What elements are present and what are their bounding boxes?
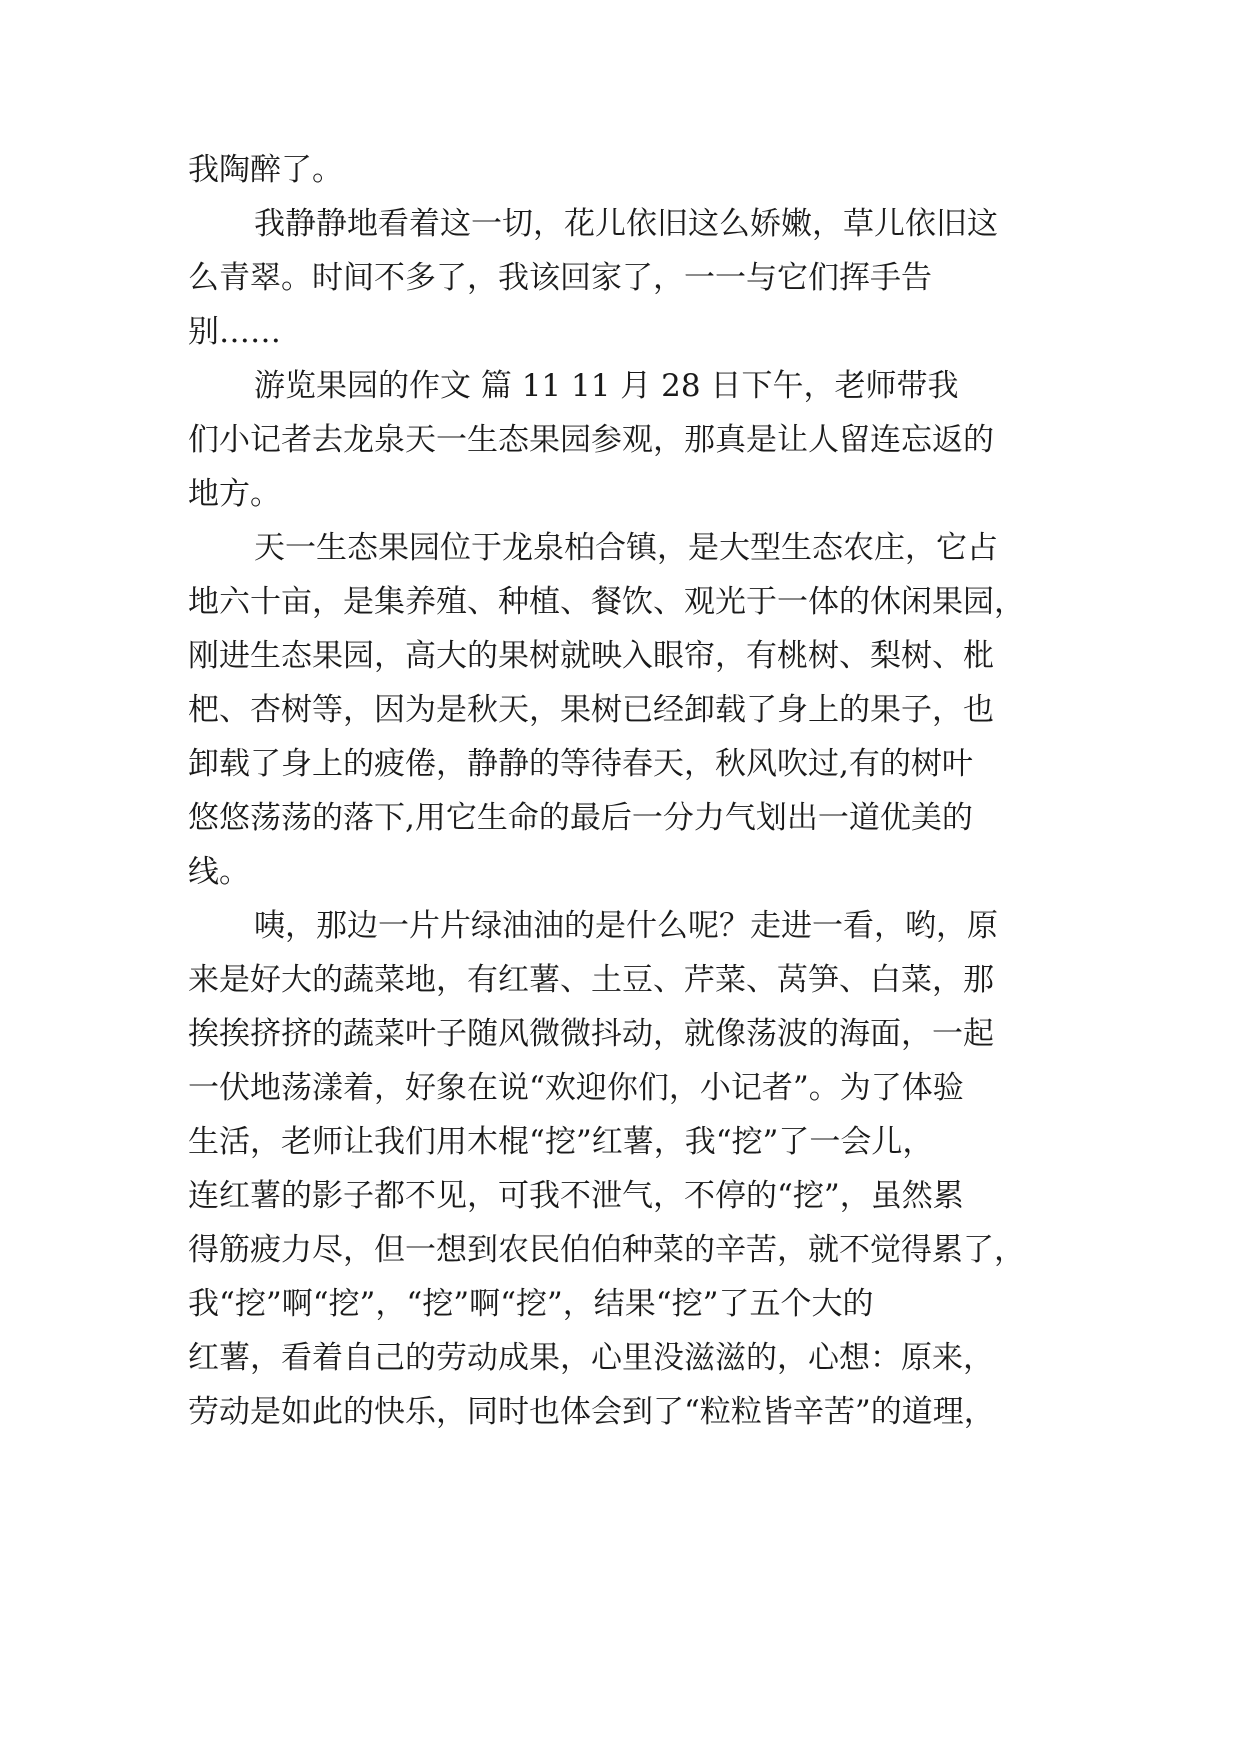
text-line: 一伏地荡漾着，好象在说“欢迎你们，小记者”。为了体验	[188, 1070, 964, 1106]
text-line: 杷、杏树等，因为是秋天，果树已经卸载了身上的果子，也	[188, 692, 994, 728]
text-line: 天一生态果园位于龙泉柏合镇，是大型生态农庄，它占	[254, 530, 998, 566]
text-line: 别……	[188, 314, 281, 350]
text-line: 连红薯的影子都不见，可我不泄气，不停的“挖”，虽然累	[188, 1178, 964, 1214]
text-line: 生活，老师让我们用木棍“挖”红薯，我“挖”了一会儿，	[188, 1124, 934, 1160]
text-line: 得筋疲力尽，但一想到农民伯伯种菜的辛苦，就不觉得累了，	[188, 1232, 1025, 1268]
text-line: 们小记者去龙泉天一生态果园参观，那真是让人留连忘返的	[188, 422, 994, 458]
text-line: 我陶醉了。	[188, 152, 343, 188]
text-line: 卸载了身上的疲倦，静静的等待春天，秋风吹过,有的树叶	[188, 746, 973, 782]
text-line: 挨挨挤挤的蔬菜叶子随风微微抖动，就像荡波的海面，一起	[188, 1016, 994, 1052]
text-line: 游览果园的作文 篇 11 11 月 28 日下午，老师带我	[254, 368, 959, 404]
text-line: 我静静地看着这一切，花儿依旧这么娇嫩，草儿依旧这	[254, 206, 998, 242]
text-line: 来是好大的蔬菜地，有红薯、土豆、芹菜、莴笋、白菜，那	[188, 962, 994, 998]
text-line: 刚进生态果园，高大的果树就映入眼帘，有桃树、梨树、枇	[188, 638, 994, 674]
text-line: 悠悠荡荡的落下,用它生命的最后一分力气划出一道优美的	[188, 800, 973, 836]
text-line: 劳动是如此的快乐，同时也体会到了“粒粒皆辛苦”的道理，	[188, 1394, 995, 1430]
text-line: 地方。	[188, 476, 281, 512]
text-line: 红薯，看着自己的劳动成果，心里没滋滋的，心想：原来，	[188, 1340, 994, 1376]
text-line: 线。	[188, 854, 250, 890]
text-line: 我“挖”啊“挖”，“挖”啊“挖”，结果“挖”了五个大的	[188, 1286, 874, 1322]
text-line: 咦，那边一片片绿油油的是什么呢？走进一看，哟，原	[254, 908, 998, 944]
text-line: 地六十亩，是集养殖、种植、餐饮、观光于一体的休闲果园，	[188, 584, 1025, 620]
text-line: 么青翠。时间不多了，我该回家了，一一与它们挥手告	[188, 260, 932, 296]
